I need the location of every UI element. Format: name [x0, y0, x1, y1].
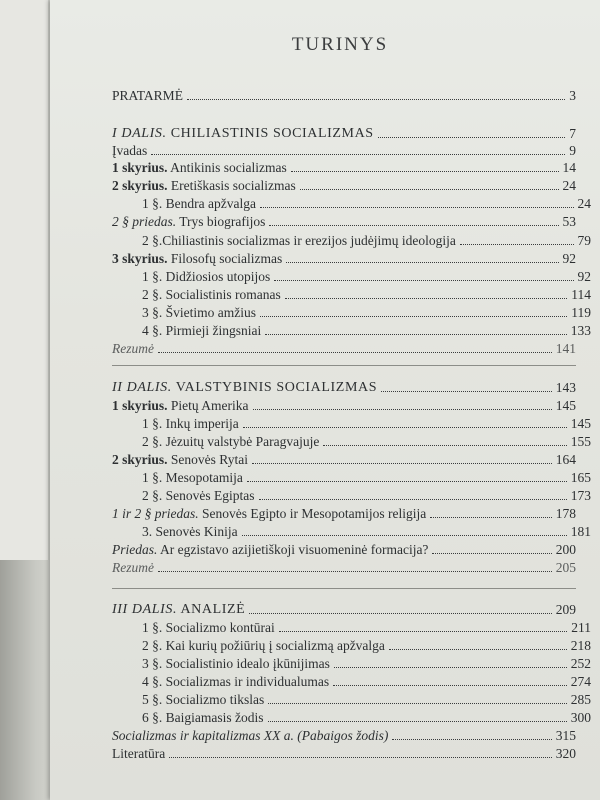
page-number: 92 [562, 251, 576, 266]
toc-entry [112, 396, 576, 414]
page-number: 9 [569, 143, 576, 158]
page-number: 3 [569, 88, 576, 103]
section-divider [112, 588, 576, 589]
toc-entry-label [112, 88, 183, 104]
toc-entry-prefix: III DALIS. [112, 602, 178, 617]
toc-entry-label [142, 488, 255, 504]
page-number: 218 [570, 638, 591, 653]
toc-chapter-number: 2 skyrius. [112, 178, 168, 193]
book-page [50, 0, 600, 800]
dot-leader [430, 517, 552, 518]
toc-entry-prefix: I DALIS. [112, 126, 167, 141]
toc-entry-title: Filosofų socializmas [170, 251, 283, 266]
toc-entry-label [112, 602, 245, 618]
toc-entry [112, 339, 576, 357]
page-number: 79 [577, 233, 591, 248]
dot-leader [269, 225, 558, 226]
toc-entry-title: Senovės Rytai [170, 452, 248, 467]
dot-leader [460, 244, 574, 245]
dot-leader [187, 99, 565, 100]
dot-leader [378, 137, 566, 138]
toc-entry-label [112, 214, 265, 230]
toc-part-entry [112, 378, 576, 396]
toc-entry-title: 6 §. Baigiamasis žodis [142, 710, 264, 725]
dot-leader [389, 649, 567, 650]
page-number: 173 [570, 488, 591, 503]
toc-entry [127, 522, 591, 540]
toc-entry-label [112, 452, 248, 468]
toc-entry-label [112, 380, 377, 396]
page-number: 209 [555, 602, 576, 617]
toc-chapter-number: 2 skyrius. [112, 452, 168, 467]
toc-entry [127, 618, 591, 636]
page-number: 285 [570, 692, 591, 707]
toc-entry [127, 654, 591, 672]
dot-leader [432, 553, 551, 554]
toc-entry-label [112, 560, 154, 576]
page-number: 114 [571, 287, 591, 302]
toc-entry-prefix: 1 ir 2 § priedas. [112, 506, 199, 521]
toc-entry [112, 176, 576, 194]
toc-entry-label [142, 524, 238, 540]
dot-leader [252, 463, 552, 464]
page-number: 119 [571, 305, 591, 320]
toc-entry-title: ANALIZĖ [180, 602, 246, 617]
toc-chapter-number: 1 skyrius. [112, 160, 168, 175]
toc-entry-label [142, 233, 456, 249]
page-number: 211 [571, 620, 591, 635]
toc-entry-label [112, 341, 154, 357]
toc-entry-prefix: 2 § priedas. [112, 214, 177, 229]
toc-entry [112, 450, 576, 468]
toc-entry [112, 141, 576, 159]
toc-entry-title: Trys biografijos [179, 214, 266, 229]
dot-leader [242, 535, 567, 536]
dot-leader [260, 207, 574, 208]
toc-entry-label [142, 196, 256, 212]
page-number: 252 [570, 656, 591, 671]
page-number: 53 [562, 214, 576, 229]
toc-entry [127, 414, 591, 432]
dot-leader [247, 481, 567, 482]
toc-entry-title: Antikinis socializmas [170, 160, 287, 175]
toc-entry [112, 212, 576, 230]
toc-entry-title: 3 §. Socialistinio idealo įkūnijimas [142, 656, 330, 671]
toc-entry-prefix: Socializmas ir kapitalizmas XX a. (Pabaigos žodis) [112, 728, 389, 743]
dot-leader [268, 721, 567, 722]
toc-entry [127, 194, 591, 212]
toc-entry-title: 3 §. Švietimo amžius [142, 305, 256, 320]
toc-entry-title: 1 §. Didžiosios utopijos [142, 269, 271, 284]
toc-chapter-number: 3 skyrius. [112, 251, 168, 266]
dot-leader [300, 189, 559, 190]
dot-leader [158, 352, 552, 353]
page-title: TURINYS [291, 34, 389, 55]
toc-entry-title: 1 §. Inkų imperija [142, 416, 239, 431]
page-number: 143 [555, 380, 576, 395]
toc-entry-label [142, 434, 319, 450]
page-number: 14 [562, 160, 576, 175]
dot-leader [381, 391, 552, 392]
dot-leader [274, 280, 573, 281]
toc-entry-label [112, 728, 388, 744]
toc-entry-title: 1 §. Mesopotamija [142, 470, 243, 485]
toc-entry [112, 158, 576, 176]
toc-entry [112, 744, 576, 762]
toc-entry-label [112, 126, 374, 142]
toc-entry-label [142, 470, 243, 486]
dot-leader [265, 334, 567, 335]
page-number: 205 [555, 560, 576, 575]
toc-part-entry [112, 600, 576, 618]
page-number: 178 [555, 506, 576, 521]
dot-leader [268, 703, 567, 704]
toc-entry-label [142, 305, 256, 321]
toc-entry-title: CHILIASTINIS SOCIALIZMAS [170, 126, 374, 141]
dot-leader [259, 499, 567, 500]
toc-entry [112, 558, 576, 576]
toc-entry [112, 540, 576, 558]
toc-entry-label [142, 656, 330, 672]
toc-entry-label [112, 143, 147, 159]
toc-entry-title: Pietų Amerika [170, 398, 249, 413]
page-number: 141 [555, 341, 576, 356]
section-divider [112, 365, 576, 366]
page-number: 133 [570, 323, 591, 338]
toc-entry-title: Įvadas [112, 143, 148, 158]
dot-leader [253, 409, 552, 410]
toc-entry-label [142, 710, 264, 726]
dot-leader [286, 262, 558, 263]
toc-entry [127, 636, 591, 654]
toc-entry-prefix: Rezumė [112, 560, 154, 575]
toc-entry-label [142, 674, 329, 690]
toc-part-entry [112, 124, 576, 142]
page-number: 145 [570, 416, 591, 431]
toc-entry-title: 1 §. Socializmo kontūrai [142, 620, 275, 635]
toc-entry-label [142, 269, 270, 285]
toc-entry-title: 2 §. Senovės Egiptas [142, 488, 255, 503]
toc-entry-title: 3. Senovės Kinija [142, 524, 238, 539]
toc-entry-title: 1 §. Bendra apžvalga [142, 196, 256, 211]
toc-entry-title: PRATARMĖ [112, 88, 183, 103]
page-number: 320 [555, 746, 576, 761]
toc-entry-title: Eretiškasis socializmas [170, 178, 296, 193]
toc-entry [127, 432, 591, 450]
toc-entry-label [142, 416, 239, 432]
dot-leader [285, 298, 568, 299]
dot-leader [333, 685, 567, 686]
toc-entry-prefix: Rezumė [112, 341, 154, 356]
toc-entry [127, 468, 591, 486]
toc-entry [112, 726, 576, 744]
toc-entry [127, 708, 591, 726]
toc-entry [112, 504, 576, 522]
toc-entry-prefix: II DALIS. [112, 380, 172, 395]
toc-entry-title: Ar egzistavo azijietiškoji visuomeninė formacija? [160, 542, 429, 557]
toc-entry-label [112, 542, 428, 558]
toc-entry-label [112, 178, 296, 194]
toc-entry [112, 86, 576, 104]
toc-entry-title: 5 §. Socializmo tikslas [142, 692, 265, 707]
page-number: 164 [555, 452, 576, 467]
toc-entry-title: 4 §. Pirmieji žingsniai [142, 323, 262, 338]
toc-entry [127, 321, 591, 339]
page-number: 145 [555, 398, 576, 413]
toc-chapter-number: 1 skyrius. [112, 398, 168, 413]
dot-leader [249, 613, 551, 614]
dot-leader [158, 571, 552, 572]
dot-leader [279, 631, 568, 632]
dot-leader [151, 154, 565, 155]
toc-entry-title: Literatūra [112, 746, 166, 761]
page-number: 155 [570, 434, 591, 449]
toc-entry-prefix: Priedas. [112, 542, 158, 557]
previous-page-edge [0, 0, 48, 560]
toc-entry-label [142, 287, 281, 303]
page-number: 24 [577, 196, 591, 211]
toc-entry-label [142, 692, 264, 708]
dot-leader [392, 739, 551, 740]
toc-entry-title: Senovės Egipto ir Mesopotamijos religija [202, 506, 427, 521]
page-number: 274 [570, 674, 591, 689]
dot-leader [243, 427, 567, 428]
toc-entry-label [112, 398, 249, 414]
page-number: 92 [577, 269, 591, 284]
page-number: 200 [555, 542, 576, 557]
toc-entry-label [112, 251, 282, 267]
toc-entry-label [112, 506, 426, 522]
toc-entry [127, 672, 591, 690]
toc-entry [127, 690, 591, 708]
toc-entry [127, 303, 591, 321]
toc-entry-title: 2 §. Socialistinis romanas [142, 287, 281, 302]
page-number: 315 [555, 728, 576, 743]
toc-entry-title: VALSTYBINIS SOCIALIZMAS [175, 380, 378, 395]
dot-leader [291, 171, 559, 172]
toc-entry [127, 231, 591, 249]
toc-entry-title: 2 §. Kai kurių požiūrių į socializmą apžvalga [142, 638, 385, 653]
toc-entry-label [142, 323, 261, 339]
page-number: 165 [570, 470, 591, 485]
toc-entry [127, 486, 591, 504]
page-number: 300 [570, 710, 591, 725]
toc-entry [127, 267, 591, 285]
toc-entry [127, 285, 591, 303]
dot-leader [334, 667, 567, 668]
dot-leader [169, 757, 552, 758]
toc-entry [112, 249, 576, 267]
toc-entry-label [142, 638, 385, 654]
dot-leader [323, 445, 566, 446]
dot-leader [260, 316, 567, 317]
toc-entry-title: 4 §. Socializmas ir individualumas [142, 674, 330, 689]
page-number: 24 [562, 178, 576, 193]
toc-entry-label [142, 620, 275, 636]
page-number: 7 [569, 126, 576, 141]
toc-entry-title: 2 §.Chiliastinis socializmas ir erezijos judėjimų ideologija [142, 233, 456, 248]
toc-entry-label [112, 160, 287, 176]
toc-entry-title: 2 §. Jėzuitų valstybė Paragvajuje [142, 434, 320, 449]
page-number: 181 [570, 524, 591, 539]
toc-entry-label [112, 746, 165, 762]
